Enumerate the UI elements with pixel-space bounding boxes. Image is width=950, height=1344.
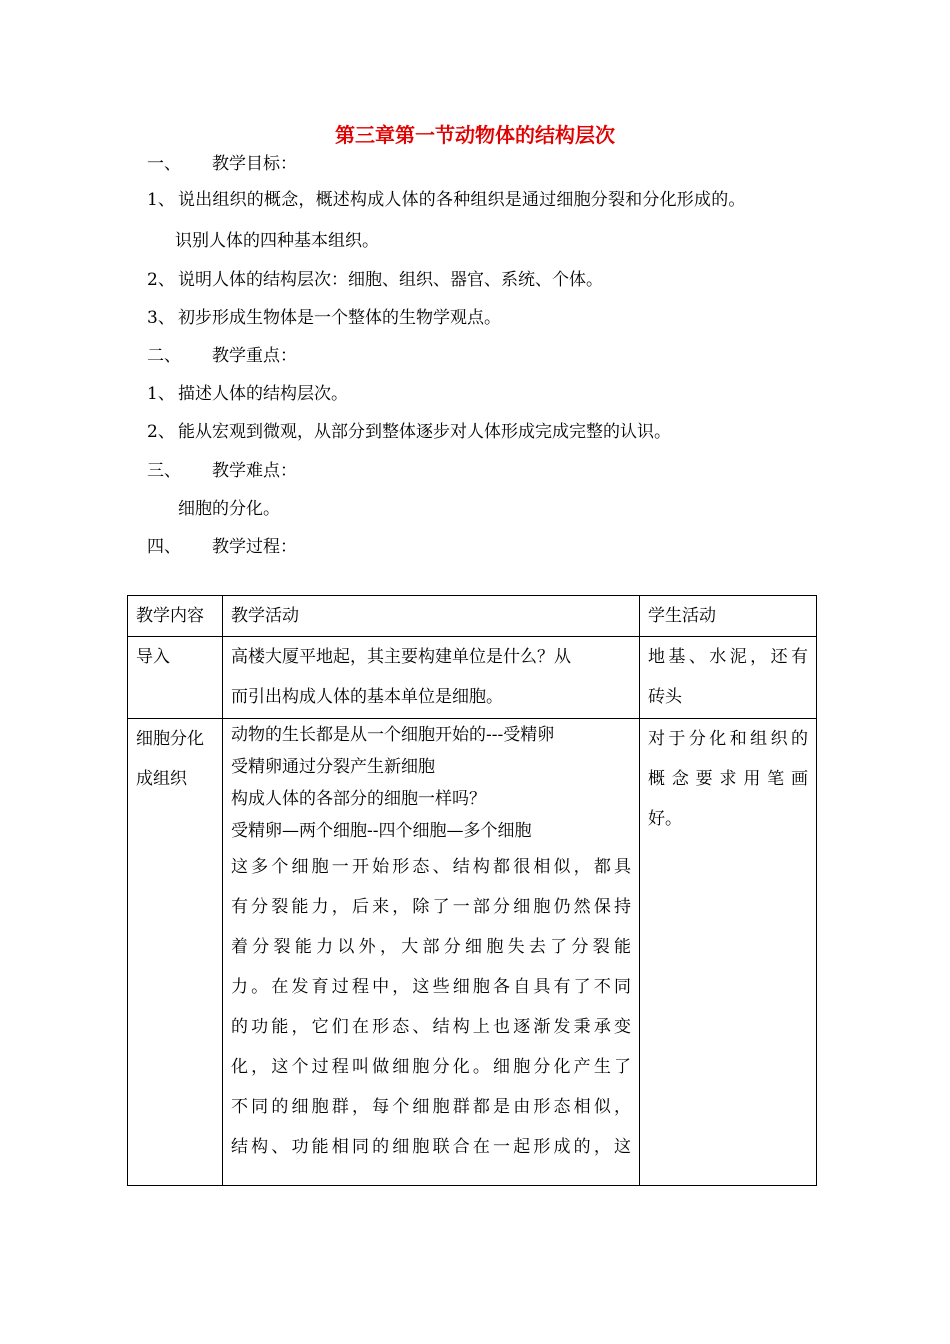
cell-line: 不同的细胞群，每个细胞群都是由形态相似， [231, 1097, 631, 1117]
cell-line: 受精卵通过分裂产生新细胞 [231, 757, 435, 777]
cell-line: 结构、功能相同的细胞联合在一起形成的，这 [231, 1137, 631, 1157]
cell-line: 地基、水泥，还有 [648, 647, 808, 667]
key-point-number: 1、 [147, 384, 175, 404]
section-number: 二、 [147, 346, 181, 366]
cell-line: 成组织 [136, 769, 187, 789]
cell-line: 高楼大厦平地起，其主要构建单位是什么？从 [231, 647, 571, 667]
cell-line: 的功能，它们在形态、结构上也逐渐发秉承变 [231, 1017, 631, 1037]
cell-line: 有分裂能力，后来，除了一部分细胞仍然保持 [231, 897, 631, 917]
activity-cell [223, 637, 640, 719]
cell-line: 砖头 [648, 687, 682, 707]
section-number: 一、 [147, 154, 181, 174]
key-point-text: 能从宏观到微观，从部分到整体逐步对人体形成完成完整的认识。 [178, 422, 671, 442]
section-label: 教学目标： [212, 154, 297, 174]
section-label: 教学重点： [212, 346, 297, 366]
lesson-table [127, 595, 817, 1186]
cell-line: 着分裂能力以外，大部分细胞失去了分裂能 [231, 937, 631, 957]
cell-line: 这多个细胞一开始形态、结构都很相似，都具 [231, 857, 631, 877]
page-title: 第三章第一节动物体的结构层次 [335, 123, 615, 147]
cell-line: 力。在发育过程中，这些细胞各自具有了不同 [231, 977, 631, 997]
student-cell [640, 637, 817, 719]
table-row [128, 719, 817, 1186]
section-label: 教学过程： [212, 537, 297, 557]
cell-line: 化，这个过程叫做细胞分化。细胞分化产生了 [231, 1057, 631, 1077]
key-point-number: 2、 [147, 422, 175, 442]
table-header-row [128, 596, 817, 637]
activity-cell [223, 719, 640, 1186]
cell-line: 概念要求用笔画 [648, 769, 808, 789]
student-cell [640, 719, 817, 1186]
cell-line: 动物的生长都是从一个细胞开始的---受精卵 [231, 725, 555, 745]
table-header-cell: 学生活动 [640, 596, 817, 637]
goal-text: 初步形成生物体是一个整体的生物学观点。 [178, 308, 501, 328]
cell-line: 细胞分化 [136, 729, 204, 749]
table-header-cell: 教学内容 [128, 596, 223, 637]
section-number: 三、 [147, 461, 181, 481]
cell-line: 构成人体的各部分的细胞一样吗？ [231, 789, 486, 809]
goal-text: 说出组织的概念，概述构成人体的各种组织是通过细胞分裂和分化形成的。 [178, 190, 746, 210]
cell-line: 受精卵—两个细胞--四个细胞—多个细胞 [231, 821, 532, 841]
goal-number: 3、 [147, 308, 175, 328]
section-label: 教学难点： [212, 461, 297, 481]
cell-line: 好。 [648, 809, 682, 829]
content-cell [128, 719, 223, 1186]
content-cell [128, 637, 223, 719]
goal-text: 说明人体的结构层次：细胞、组织、器官、系统、个体。 [178, 270, 603, 290]
key-point-text: 描述人体的结构层次。 [178, 384, 348, 404]
cell-line: 对于分化和组织的 [648, 729, 808, 749]
cell-line: 导入 [136, 647, 170, 667]
table-header-cell: 教学活动 [223, 596, 640, 637]
section-number: 四、 [147, 537, 181, 557]
goal-number: 1、 [147, 190, 175, 210]
goal-text-continued: 识别人体的四种基本组织。 [175, 231, 379, 251]
table-row [128, 637, 817, 719]
difficulty-text: 细胞的分化。 [178, 499, 280, 519]
cell-line: 而引出构成人体的基本单位是细胞。 [231, 687, 503, 707]
goal-number: 2、 [147, 270, 175, 290]
